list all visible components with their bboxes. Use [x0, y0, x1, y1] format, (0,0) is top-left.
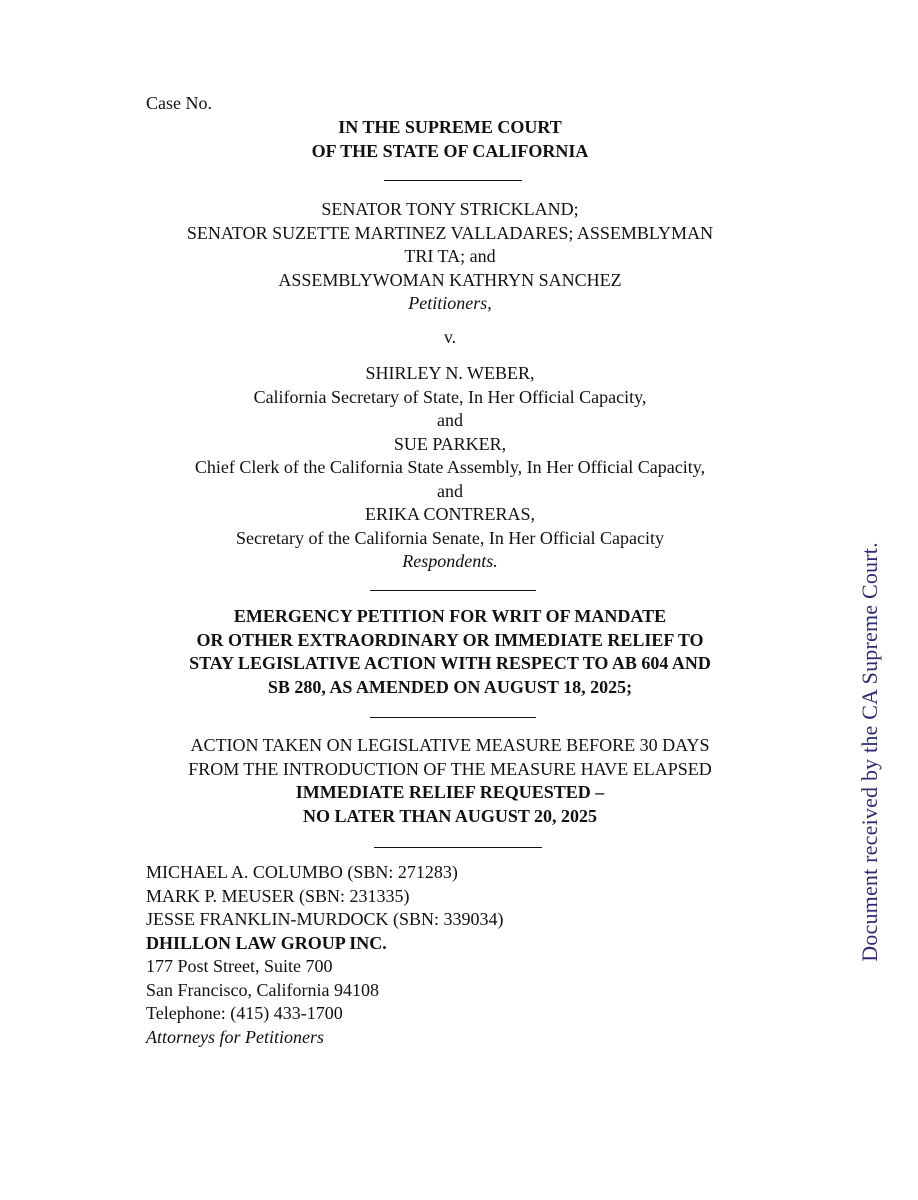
firm-address-line2: San Francisco, California 94108	[146, 979, 379, 1000]
petition-title-line: OR OTHER EXTRAORDINARY OR IMMEDIATE RELIEF TO	[196, 629, 704, 650]
attorney-block	[146, 861, 706, 1049]
petitioners-block	[110, 198, 790, 316]
respondent-name: SHIRLEY N. WEBER,	[365, 363, 535, 383]
versus-label	[110, 326, 790, 350]
petition-title-line: EMERGENCY PETITION FOR WRIT OF MANDATE	[233, 606, 667, 626]
court-heading-line2: OF THE STATE OF CALIFORNIA	[311, 140, 589, 161]
respondent-title: California Secretary of State, In Her Official Capacity,	[253, 386, 647, 407]
divider-rule	[384, 180, 522, 181]
law-firm-name: DHILLON LAW GROUP INC.	[146, 932, 387, 953]
court-heading-line1: IN THE SUPREME COURT	[338, 117, 562, 137]
court-heading	[110, 116, 790, 163]
petitioner-line: TRI TA; and	[404, 246, 496, 266]
court-received-stamp: Document received by the CA Supreme Court.	[857, 542, 882, 962]
action-notice	[110, 734, 790, 828]
case-number-text: Case No.	[146, 93, 212, 113]
petition-title-line: SB 280, AS AMENDED ON AUGUST 18, 2025;	[267, 676, 633, 697]
relief-requested-line2: NO LATER THAN AUGUST 20, 2025	[302, 805, 598, 826]
case-number-label	[146, 92, 706, 116]
petitioner-line: SENATOR SUZETTE MARTINEZ VALLADARES; ASSEMBLYMAN	[186, 222, 714, 243]
attorney-name: MICHAEL A. COLUMBO (SBN: 271283)	[146, 862, 458, 882]
petition-title-line: STAY LEGISLATIVE ACTION WITH RESPECT TO AB 604 AND	[189, 653, 711, 673]
divider-rule	[374, 847, 542, 848]
firm-telephone: Telephone: (415) 433-1700	[146, 1003, 343, 1023]
respondent-name: ERIKA CONTRERAS,	[364, 504, 535, 524]
respondent-conjunction: and	[437, 410, 463, 430]
action-notice-line2: FROM THE INTRODUCTION OF THE MEASURE HAVE ELAPSED	[188, 758, 712, 779]
respondent-conjunction: and	[437, 480, 463, 501]
respondents-role: Respondents.	[402, 551, 498, 571]
petitioners-role: Petitioners,	[408, 293, 492, 313]
respondents-block	[110, 362, 790, 574]
attorney-name: JESSE FRANKLIN-MURDOCK (SBN: 339034)	[146, 909, 504, 929]
petitioner-line: SENATOR TONY STRICKLAND;	[321, 199, 579, 219]
respondent-name: SUE PARKER,	[393, 433, 507, 454]
petition-title	[110, 605, 790, 699]
respondent-title: Secretary of the California Senate, In Her Official Capacity	[236, 527, 664, 548]
respondent-title: Chief Clerk of the California State Assembly, In Her Official Capacity,	[194, 457, 706, 477]
divider-rule	[370, 717, 536, 718]
divider-rule	[370, 590, 536, 591]
petitioner-line: ASSEMBLYWOMAN KATHRYN SANCHEZ	[278, 269, 622, 290]
versus-text: v.	[443, 327, 457, 347]
firm-address-line1: 177 Post Street, Suite 700	[146, 956, 333, 976]
attorney-name: MARK P. MEUSER (SBN: 231335)	[146, 885, 410, 906]
attorneys-role: Attorneys for Petitioners	[146, 1026, 324, 1047]
relief-requested-line1: IMMEDIATE RELIEF REQUESTED –	[295, 782, 605, 802]
action-notice-line1: ACTION TAKEN ON LEGISLATIVE MEASURE BEFORE 30 DAYS	[190, 735, 710, 755]
